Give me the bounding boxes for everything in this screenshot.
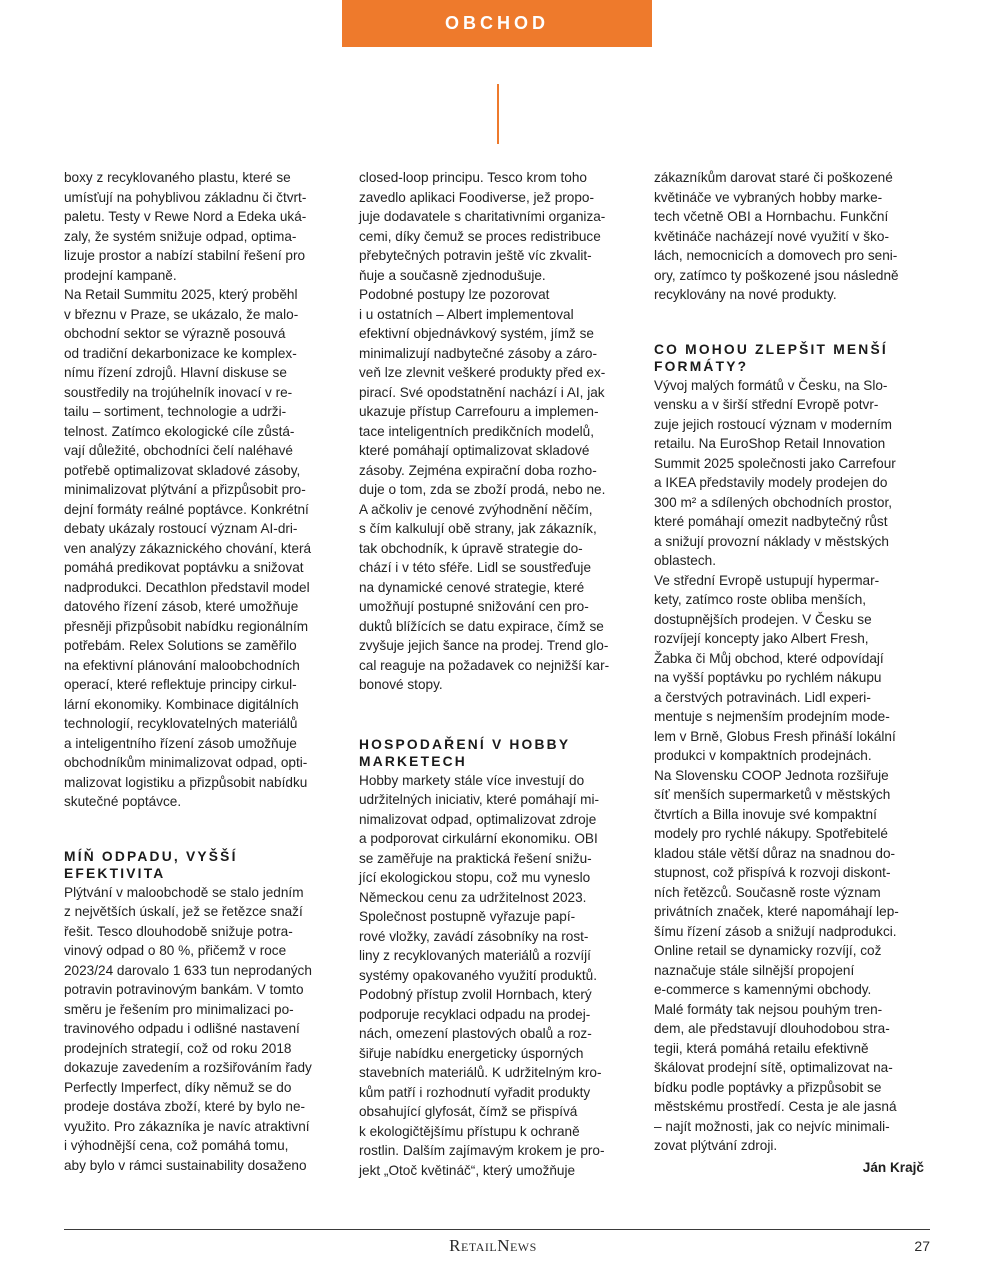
- paragraph: Vývoj malých formátů v Česku, na Slo- vensku a v širší střední Evropě potvr- zuje jejich rostoucí význam v moderním retailu. Na EuroShop Retail Innovation Summit 2025 společnosti jako Carrefour a IKEA představily modely prodejen do 300 m² a sdílených obchodních prostor, které pomáhají omezit nadbytečný růst a snižují provozní náklady v městských oblastech.: [654, 377, 896, 568]
- article-column-2: [359, 168, 629, 1180]
- article-column-3: [654, 168, 924, 1177]
- paragraph: Na Retail Summitu 2025, který proběhl v březnu v Praze, se ukázalo, že malo- obchodní sektor se výrazně posouvá od tradiční dekarbonizace ke komplex- nímu řízení zdrojů. Hlavní diskuse se soustředily na trojúhelník inovací v re- tailu – sortiment, technologie a udrži- telnost. Zatímco ekologické cíle zůstá- vají důležité, obchodníci čelí naléhavé potřebě optimalizovat skladové zásoby, minimalizovat plýtvání a přizpůsobit pro- dejní formáty reálné poptávce. Konkrétní debaty ukázaly rostoucí význam AI-dri- ven analýzy zákaznického chování, která pomáhá predikovat poptávku a snižovat nadprodukci. Decathlon představil model datového řízení zásob, které umožňuje přesněji přizpůsobit nabídku regionálním potřebám. Relex Solutions se zaměřilo na efektivní plánování maloobchodních operací, které reflektuje principy cirkul- lární ekonomiky. Kombinace digitálních technologií, recyklovatelných materiálů a inteligentního řízení zásob umožňuje obchodníkům minimalizovat odpad, opti- malizovat logistiku a přizpůsobit nabídku skutečné poptávce.: [64, 287, 312, 809]
- subheading: HOSPODAŘENÍ V HOBBY MARKETECH: [359, 736, 571, 769]
- magazine-masthead: RetailNews: [449, 1236, 537, 1255]
- page-number: 27: [914, 1238, 930, 1254]
- paragraph: zákazníkům darovat staré či poškozené květináče ve vybraných hobby marke- tech včetně OBI a Hornbachu. Funkční květináče nacházejí nové využití v ško- lách, nemocnicích a domovech pro seni- ory, zatímco ty poškozené jsou následně recyklovány na nové produkty.: [654, 170, 899, 302]
- footer-rule: [64, 1229, 930, 1230]
- author-name: Ján Krajč: [862, 1159, 924, 1175]
- subheading: CO MOHOU ZLEPŠIT MENŠÍ FORMÁTY?: [654, 341, 888, 374]
- paragraph: Hobby markety stále více investují do udržitelných iniciativ, které pomáhají mi- nimalizovat odpad, optimalizovat zdroje a podporovat cirkulární ekonomiku. OBI se zaměřuje na praktická řešení snižu- jící ekologickou stopu, což mu vyneslo Německou cenu za udržitelnost 2023. Společnost postupně vyřazuje papí- rové vložky, zavádí zásobníky na rost- liny z recyklovaných materiálů a rozvíjí systémy opakovaného využití produktů. Podobný přístup zvolil Hornbach, který podporuje recyklaci odpadu na prodej- nách, omezení plastových obalů a roz- šiřuje nabídku energeticky úsporných stavebních materiálů. K udržitelným kro- kům patří i rozhodnutí vyřadit produkty obsahující glyfosát, čímž se přispívá k ekologičtějšímu přístupu k ochraně rostlin. Dalším zajímavým krokem je pro- jekt „Otoč květináč“, který umožňuje: [359, 772, 605, 1178]
- paragraph: Podobné postupy lze pozorovat i u ostatních – Albert implementoval efektivní objednávkový systém, jímž se minimalizují nadbytečné zásoby a záro- veň lze zlevnit veškeré produkty před ex- pirací. Své opodstatnění nachází i AI, jak ukazuje přístup Carrefouru a implemen- tace inteligentních predikčních modelů, které pomáhají optimalizovat skladové zásoby. Zejména expirační doba rozho- duje o tom, zda se zboží prodá, nebo ne. A ačkoliv je cenové zvýhodnění něčím, s čím kalkulují obě strany, jak zákazník, tak obchodník, k úpravě strategie do- chází i v této sféře. Lidl se soustřeďuje na dynamické cenové strategie, které umožňují postupné snižování cen pro- duktů blížících se datu expirace, čímž se zvyšuje jejich šance na prodej. Trend glo- cal reaguje na požadavek co nejnižší kar- bonové stopy.: [359, 287, 610, 692]
- paragraph: Ve střední Evropě ustupují hypermar- kety, zatímco roste obliba menších, dostupnějších prodejen. V Česku se rozvíjejí koncepty jako Albert Fresh, Žabka či Můj obchod, které odpovídají na vyšší poptávku po rychlém nákupu a čerstvých potravinách. Lidl experi- mentuje s nejmenším prodejním mode- lem v Brně, Globus Fresh přináší lokální produkci v kompaktních prodejnách. Na Slovensku COOP Jednota rozšiřuje síť menších supermarketů v městských čtvrtích a Billa inovuje své kompaktní modely pro rychlé nákupy. Spotřebitelé kladou stále větší důraz na snadnou do- stupnost, což přispívá k rozvoji diskont- ních řetězců. Současně roste význam privátních značek, které napomáhají lep- šímu řízení zásob a snižují nadprodukci. Online retail se dynamicky rozvíjí, což naznačuje stále silnější propojení e-commerce s kamennými obchody. Malé formáty tak nejsou pouhým tren- dem, ale představují dlouhodobou stra- tegii, která pomáhá retailu efektivně škálovat prodejní sítě, optimalizovat na- bídku podle poptávky a přizpůsobit se městskému prostředí. Cesta je ale jasná – najít možnosti, jak co nejvíc minimali- zovat plýtvání zdroji.: [654, 572, 899, 1153]
- article-column-1: [64, 168, 334, 1175]
- paragraph: closed-loop principu. Tesco krom toho zavedlo aplikaci Foodiverse, jež propo- juje dodavatele s charitativními organiza- cemi, díky čemuž se proces redistribuce přebytečných potravin ještě víc zkvalit- ňuje a současně zjednodušuje.: [359, 170, 606, 283]
- subheading: MÍŇ ODPADU, VYŠŠÍ EFEKTIVITA: [64, 848, 238, 881]
- section-title: OBCHOD: [445, 13, 549, 33]
- accent-divider: [497, 84, 499, 144]
- section-tab: [342, 0, 652, 47]
- paragraph: boxy z recyklovaného plastu, které se umísťují na pohyblivou základnu či čtvrt- paletu. Testy v Rewe Nord a Edeka uká- zaly, že systém snižuje odpad, optima- lizuje prostor a nabízí stabilní řešení pro prodejní kampaně.: [64, 170, 307, 283]
- paragraph: Plýtvání v maloobchodě se stalo jedním z největších úskalí, jež se řetězce snaží řešit. Tesco dlouhodobě snižuje potra- vinový odpad o 80 %, přičemž v roce 2023/24 darovalo 1 633 tun neprodaných potravin potravinovým bankám. V tomto směru je řešením pro minimalizaci po- travinového odpadu i odlišné nastavení prodejních strategií, což od roku 2018 dokazuje zavedením a rozšiřováním řady Perfectly Imperfect, díky němuž se do prodeje dostáva zboží, které by bylo ne- využito. Pro zákazníka je navíc atraktivní i výhodnější cena, což pomáhá tomu, aby bylo v rámci sustainability dosaženo: [64, 884, 312, 1173]
